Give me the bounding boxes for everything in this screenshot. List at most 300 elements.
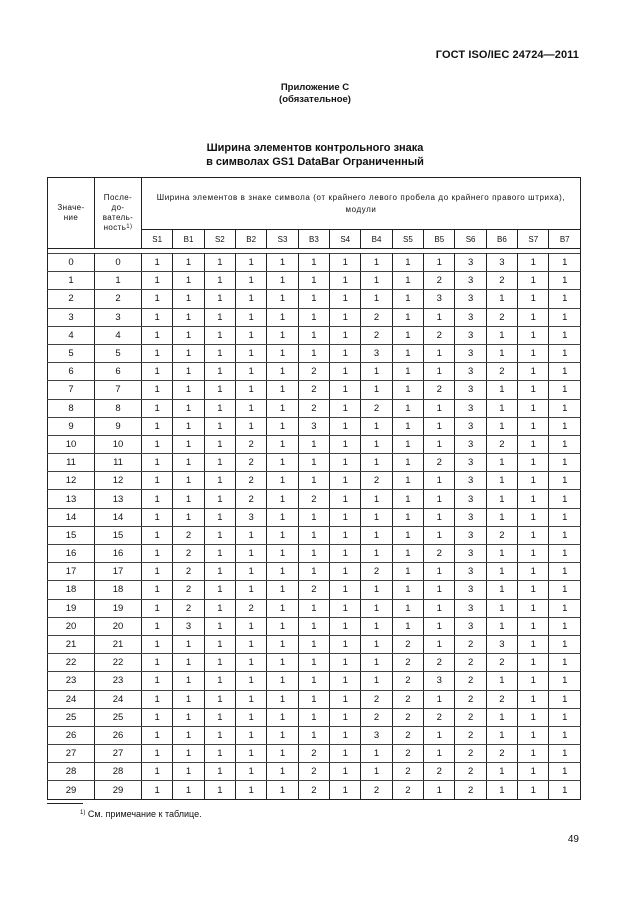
cell-width: 1 bbox=[142, 326, 173, 344]
cell-sequence: 9 bbox=[95, 417, 142, 435]
table-title-line1: Ширина элементов контрольного знака bbox=[206, 142, 424, 154]
cell-width: 1 bbox=[486, 763, 517, 781]
cell-width: 1 bbox=[204, 472, 235, 490]
cell-value: 19 bbox=[48, 599, 95, 617]
cell-width: 1 bbox=[267, 672, 298, 690]
cell-width: 1 bbox=[392, 617, 423, 635]
cell-width: 2 bbox=[298, 763, 329, 781]
page-number: 49 bbox=[567, 834, 579, 845]
cell-width: 3 bbox=[455, 581, 486, 599]
cell-width: 2 bbox=[455, 690, 486, 708]
cell-width: 1 bbox=[549, 526, 581, 544]
cell-width: 1 bbox=[518, 690, 549, 708]
cell-sequence: 1 bbox=[95, 272, 142, 290]
cell-width: 1 bbox=[392, 272, 423, 290]
cell-width: 1 bbox=[173, 472, 204, 490]
cell-width: 1 bbox=[173, 672, 204, 690]
cell-width: 1 bbox=[204, 763, 235, 781]
cell-width: 2 bbox=[298, 381, 329, 399]
cell-width: 2 bbox=[455, 726, 486, 744]
cell-width: 3 bbox=[455, 381, 486, 399]
cell-width: 1 bbox=[518, 672, 549, 690]
table-row bbox=[48, 635, 581, 653]
cell-width: 2 bbox=[236, 599, 267, 617]
table-row bbox=[48, 308, 581, 326]
cell-width: 1 bbox=[518, 454, 549, 472]
cell-sequence: 5 bbox=[95, 344, 142, 362]
table-row bbox=[48, 726, 581, 744]
cell-width: 2 bbox=[424, 326, 455, 344]
annex-title: Приложение С bbox=[280, 82, 350, 93]
header-value: Значе- ние bbox=[48, 178, 95, 249]
cell-width: 2 bbox=[392, 635, 423, 653]
cell-width: 1 bbox=[361, 254, 392, 272]
cell-width: 3 bbox=[455, 617, 486, 635]
cell-width: 1 bbox=[330, 563, 361, 581]
cell-width: 1 bbox=[204, 708, 235, 726]
cell-value: 24 bbox=[48, 690, 95, 708]
cell-width: 1 bbox=[204, 344, 235, 362]
cell-width: 1 bbox=[142, 472, 173, 490]
cell-width: 1 bbox=[549, 708, 581, 726]
cell-width: 1 bbox=[518, 344, 549, 362]
cell-width: 1 bbox=[267, 617, 298, 635]
cell-width: 1 bbox=[204, 745, 235, 763]
cell-width: 1 bbox=[204, 545, 235, 563]
footnote-marker: 1) bbox=[80, 810, 86, 816]
cell-width: 1 bbox=[330, 472, 361, 490]
table-row bbox=[48, 545, 581, 563]
cell-width: 1 bbox=[330, 381, 361, 399]
cell-width: 1 bbox=[518, 435, 549, 453]
cell-width: 1 bbox=[298, 272, 329, 290]
cell-width: 1 bbox=[392, 417, 423, 435]
cell-width: 2 bbox=[298, 490, 329, 508]
cell-width: 1 bbox=[361, 272, 392, 290]
cell-width: 1 bbox=[549, 490, 581, 508]
cell-width: 1 bbox=[173, 745, 204, 763]
cell-width: 1 bbox=[518, 254, 549, 272]
cell-width: 1 bbox=[518, 599, 549, 617]
cell-sequence: 19 bbox=[95, 599, 142, 617]
table-row bbox=[48, 781, 581, 799]
cell-width: 2 bbox=[361, 308, 392, 326]
cell-width: 2 bbox=[361, 326, 392, 344]
table-row bbox=[48, 581, 581, 599]
cell-width: 1 bbox=[486, 417, 517, 435]
cell-width: 1 bbox=[361, 745, 392, 763]
cell-width: 1 bbox=[267, 363, 298, 381]
table-row bbox=[48, 508, 581, 526]
cell-width: 1 bbox=[204, 381, 235, 399]
cell-width: 1 bbox=[173, 508, 204, 526]
cell-width: 1 bbox=[236, 254, 267, 272]
cell-width: 1 bbox=[361, 490, 392, 508]
cell-width: 1 bbox=[486, 545, 517, 563]
cell-width: 1 bbox=[486, 399, 517, 417]
header-module-b7: B7 bbox=[549, 230, 581, 249]
cell-width: 1 bbox=[518, 745, 549, 763]
cell-value: 7 bbox=[48, 381, 95, 399]
cell-width: 1 bbox=[549, 381, 581, 399]
cell-width: 1 bbox=[392, 454, 423, 472]
cell-width: 1 bbox=[142, 308, 173, 326]
cell-width: 1 bbox=[173, 344, 204, 362]
cell-width: 1 bbox=[518, 763, 549, 781]
cell-width: 1 bbox=[236, 563, 267, 581]
cell-width: 1 bbox=[424, 599, 455, 617]
cell-width: 1 bbox=[236, 672, 267, 690]
table-row bbox=[48, 417, 581, 435]
table-row bbox=[48, 708, 581, 726]
cell-width: 1 bbox=[204, 672, 235, 690]
cell-width: 1 bbox=[424, 726, 455, 744]
cell-width: 1 bbox=[204, 326, 235, 344]
cell-width: 1 bbox=[424, 344, 455, 362]
cell-width: 1 bbox=[330, 454, 361, 472]
cell-width: 1 bbox=[267, 508, 298, 526]
table-row bbox=[48, 254, 581, 272]
cell-value: 21 bbox=[48, 635, 95, 653]
cell-width: 1 bbox=[204, 654, 235, 672]
cell-width: 1 bbox=[204, 254, 235, 272]
cell-width: 1 bbox=[549, 435, 581, 453]
cell-width: 1 bbox=[330, 599, 361, 617]
cell-width: 1 bbox=[204, 454, 235, 472]
cell-sequence: 0 bbox=[95, 254, 142, 272]
cell-sequence: 14 bbox=[95, 508, 142, 526]
cell-width: 1 bbox=[549, 781, 581, 799]
cell-width: 3 bbox=[298, 417, 329, 435]
cell-width: 1 bbox=[267, 326, 298, 344]
cell-width: 1 bbox=[392, 563, 423, 581]
cell-value: 6 bbox=[48, 363, 95, 381]
cell-width: 1 bbox=[204, 363, 235, 381]
cell-width: 1 bbox=[298, 635, 329, 653]
cell-width: 1 bbox=[142, 526, 173, 544]
table-row bbox=[48, 672, 581, 690]
cell-width: 1 bbox=[424, 781, 455, 799]
cell-width: 2 bbox=[486, 363, 517, 381]
cell-width: 1 bbox=[267, 272, 298, 290]
cell-width: 1 bbox=[518, 272, 549, 290]
cell-width: 1 bbox=[549, 763, 581, 781]
cell-width: 1 bbox=[173, 726, 204, 744]
cell-width: 2 bbox=[455, 708, 486, 726]
cell-width: 1 bbox=[518, 508, 549, 526]
module-width-table bbox=[47, 177, 581, 800]
header-module-b1: B1 bbox=[173, 230, 204, 249]
cell-width: 1 bbox=[518, 635, 549, 653]
cell-width: 1 bbox=[173, 290, 204, 308]
cell-width: 1 bbox=[486, 472, 517, 490]
cell-width: 2 bbox=[486, 745, 517, 763]
cell-width: 1 bbox=[267, 745, 298, 763]
cell-width: 1 bbox=[486, 726, 517, 744]
cell-width: 1 bbox=[236, 308, 267, 326]
cell-width: 1 bbox=[142, 708, 173, 726]
cell-value: 25 bbox=[48, 708, 95, 726]
cell-width: 1 bbox=[236, 726, 267, 744]
cell-width: 1 bbox=[518, 417, 549, 435]
cell-width: 1 bbox=[236, 290, 267, 308]
cell-width: 1 bbox=[236, 363, 267, 381]
header-module-s6: S6 bbox=[455, 230, 486, 249]
cell-width: 1 bbox=[330, 417, 361, 435]
cell-width: 1 bbox=[518, 399, 549, 417]
cell-width: 1 bbox=[267, 454, 298, 472]
cell-value: 9 bbox=[48, 417, 95, 435]
cell-value: 17 bbox=[48, 563, 95, 581]
cell-value: 10 bbox=[48, 435, 95, 453]
cell-width: 1 bbox=[236, 272, 267, 290]
cell-width: 3 bbox=[455, 599, 486, 617]
cell-width: 2 bbox=[298, 745, 329, 763]
table-row bbox=[48, 617, 581, 635]
cell-width: 1 bbox=[173, 363, 204, 381]
cell-width: 1 bbox=[549, 344, 581, 362]
cell-value: 20 bbox=[48, 617, 95, 635]
cell-width: 1 bbox=[236, 417, 267, 435]
cell-width: 1 bbox=[424, 435, 455, 453]
cell-width: 2 bbox=[236, 490, 267, 508]
cell-sequence: 10 bbox=[95, 435, 142, 453]
cell-width: 1 bbox=[204, 417, 235, 435]
cell-width: 1 bbox=[330, 672, 361, 690]
cell-width: 1 bbox=[330, 490, 361, 508]
cell-width: 1 bbox=[173, 654, 204, 672]
cell-width: 1 bbox=[267, 308, 298, 326]
cell-width: 1 bbox=[267, 545, 298, 563]
cell-width: 2 bbox=[424, 272, 455, 290]
cell-width: 1 bbox=[236, 526, 267, 544]
cell-width: 1 bbox=[330, 635, 361, 653]
cell-width: 2 bbox=[392, 654, 423, 672]
table-row bbox=[48, 290, 581, 308]
cell-width: 2 bbox=[173, 599, 204, 617]
header-module-s5: S5 bbox=[392, 230, 423, 249]
cell-width: 1 bbox=[173, 635, 204, 653]
header-module-s3: S3 bbox=[267, 230, 298, 249]
cell-width: 1 bbox=[330, 781, 361, 799]
cell-width: 1 bbox=[204, 526, 235, 544]
cell-width: 2 bbox=[486, 435, 517, 453]
cell-width: 1 bbox=[361, 599, 392, 617]
cell-sequence: 12 bbox=[95, 472, 142, 490]
table-row bbox=[48, 435, 581, 453]
cell-width: 1 bbox=[486, 381, 517, 399]
cell-width: 1 bbox=[142, 381, 173, 399]
cell-width: 1 bbox=[330, 745, 361, 763]
cell-width: 1 bbox=[267, 726, 298, 744]
cell-width: 1 bbox=[392, 435, 423, 453]
cell-width: 1 bbox=[267, 635, 298, 653]
cell-width: 2 bbox=[236, 472, 267, 490]
cell-width: 1 bbox=[518, 563, 549, 581]
cell-width: 3 bbox=[455, 272, 486, 290]
cell-width: 2 bbox=[486, 308, 517, 326]
cell-width: 1 bbox=[549, 508, 581, 526]
cell-width: 1 bbox=[361, 672, 392, 690]
cell-width: 2 bbox=[424, 381, 455, 399]
cell-width: 1 bbox=[330, 763, 361, 781]
cell-width: 2 bbox=[486, 526, 517, 544]
cell-width: 1 bbox=[330, 690, 361, 708]
cell-width: 2 bbox=[424, 708, 455, 726]
cell-width: 2 bbox=[486, 654, 517, 672]
cell-sequence: 18 bbox=[95, 581, 142, 599]
cell-width: 1 bbox=[361, 617, 392, 635]
cell-sequence: 17 bbox=[95, 563, 142, 581]
cell-width: 1 bbox=[361, 454, 392, 472]
cell-value: 2 bbox=[48, 290, 95, 308]
cell-width: 1 bbox=[549, 599, 581, 617]
cell-width: 3 bbox=[455, 399, 486, 417]
cell-width: 1 bbox=[204, 508, 235, 526]
cell-width: 1 bbox=[392, 508, 423, 526]
cell-width: 1 bbox=[486, 454, 517, 472]
cell-width: 1 bbox=[486, 672, 517, 690]
cell-width: 1 bbox=[549, 690, 581, 708]
table-row bbox=[48, 763, 581, 781]
cell-width: 1 bbox=[298, 344, 329, 362]
cell-sequence: 26 bbox=[95, 726, 142, 744]
cell-width: 1 bbox=[330, 290, 361, 308]
cell-width: 1 bbox=[298, 454, 329, 472]
cell-width: 3 bbox=[455, 490, 486, 508]
cell-width: 2 bbox=[361, 472, 392, 490]
cell-width: 1 bbox=[549, 672, 581, 690]
cell-width: 2 bbox=[236, 435, 267, 453]
cell-sequence: 11 bbox=[95, 454, 142, 472]
cell-width: 1 bbox=[392, 290, 423, 308]
cell-width: 1 bbox=[392, 526, 423, 544]
cell-width: 1 bbox=[236, 545, 267, 563]
cell-width: 1 bbox=[424, 635, 455, 653]
cell-width: 1 bbox=[267, 599, 298, 617]
cell-width: 2 bbox=[424, 454, 455, 472]
cell-width: 1 bbox=[361, 508, 392, 526]
cell-width: 1 bbox=[236, 635, 267, 653]
cell-width: 1 bbox=[142, 417, 173, 435]
cell-sequence: 4 bbox=[95, 326, 142, 344]
cell-width: 2 bbox=[392, 690, 423, 708]
cell-width: 3 bbox=[486, 635, 517, 653]
cell-width: 2 bbox=[236, 454, 267, 472]
cell-width: 1 bbox=[330, 344, 361, 362]
footnote-ref: 1) bbox=[126, 224, 133, 230]
cell-width: 1 bbox=[424, 745, 455, 763]
cell-width: 1 bbox=[236, 708, 267, 726]
cell-value: 8 bbox=[48, 399, 95, 417]
cell-width: 1 bbox=[204, 272, 235, 290]
cell-sequence: 21 bbox=[95, 635, 142, 653]
cell-width: 1 bbox=[142, 581, 173, 599]
cell-width: 3 bbox=[361, 344, 392, 362]
cell-width: 1 bbox=[424, 563, 455, 581]
cell-width: 1 bbox=[142, 254, 173, 272]
cell-width: 1 bbox=[424, 399, 455, 417]
document-header: ГОСТ ISO/IEC 24724—2011 bbox=[435, 49, 579, 61]
cell-width: 1 bbox=[267, 472, 298, 490]
cell-width: 1 bbox=[267, 690, 298, 708]
cell-width: 3 bbox=[455, 508, 486, 526]
cell-width: 1 bbox=[298, 599, 329, 617]
cell-value: 22 bbox=[48, 654, 95, 672]
cell-width: 1 bbox=[361, 363, 392, 381]
header-module-s1: S1 bbox=[142, 230, 173, 249]
cell-width: 1 bbox=[518, 308, 549, 326]
cell-width: 1 bbox=[549, 635, 581, 653]
cell-sequence: 2 bbox=[95, 290, 142, 308]
cell-width: 1 bbox=[392, 344, 423, 362]
cell-width: 1 bbox=[330, 581, 361, 599]
cell-width: 1 bbox=[173, 272, 204, 290]
cell-width: 2 bbox=[424, 545, 455, 563]
cell-width: 1 bbox=[142, 290, 173, 308]
cell-width: 1 bbox=[330, 654, 361, 672]
cell-value: 11 bbox=[48, 454, 95, 472]
header-sequence: После- до- ватель- ность$^{1)}$ bbox=[95, 178, 142, 249]
cell-width: 1 bbox=[392, 490, 423, 508]
cell-value: 0 bbox=[48, 254, 95, 272]
cell-width: 1 bbox=[236, 781, 267, 799]
cell-width: 1 bbox=[173, 454, 204, 472]
cell-width: 1 bbox=[392, 545, 423, 563]
cell-width: 1 bbox=[236, 399, 267, 417]
cell-width: 1 bbox=[298, 672, 329, 690]
cell-width: 1 bbox=[142, 563, 173, 581]
cell-width: 1 bbox=[204, 781, 235, 799]
cell-width: 1 bbox=[361, 417, 392, 435]
cell-width: 1 bbox=[486, 581, 517, 599]
cell-width: 1 bbox=[486, 326, 517, 344]
cell-width: 1 bbox=[518, 617, 549, 635]
cell-width: 1 bbox=[267, 763, 298, 781]
header-module-s4: S4 bbox=[330, 230, 361, 249]
cell-width: 1 bbox=[173, 417, 204, 435]
table-row bbox=[48, 272, 581, 290]
cell-width: 1 bbox=[204, 435, 235, 453]
header-module-widths: Ширина элементов в знаке символа (от крайнего левого пробела до крайнего правого штриха), модули bbox=[142, 178, 581, 230]
cell-width: 3 bbox=[455, 363, 486, 381]
header-module-b3: B3 bbox=[298, 230, 329, 249]
cell-sequence: 16 bbox=[95, 545, 142, 563]
cell-sequence: 25 bbox=[95, 708, 142, 726]
cell-width: 1 bbox=[142, 763, 173, 781]
cell-width: 1 bbox=[424, 417, 455, 435]
cell-width: 1 bbox=[298, 326, 329, 344]
cell-value: 4 bbox=[48, 326, 95, 344]
cell-width: 1 bbox=[424, 254, 455, 272]
cell-width: 1 bbox=[361, 635, 392, 653]
cell-width: 1 bbox=[549, 472, 581, 490]
cell-value: 23 bbox=[48, 672, 95, 690]
cell-width: 1 bbox=[267, 708, 298, 726]
cell-value: 26 bbox=[48, 726, 95, 744]
cell-width: 1 bbox=[330, 545, 361, 563]
cell-width: 3 bbox=[455, 326, 486, 344]
cell-width: 1 bbox=[142, 672, 173, 690]
cell-sequence: 8 bbox=[95, 399, 142, 417]
cell-width: 3 bbox=[173, 617, 204, 635]
cell-width: 1 bbox=[204, 635, 235, 653]
cell-width: 1 bbox=[361, 435, 392, 453]
cell-width: 1 bbox=[267, 490, 298, 508]
footnote bbox=[80, 809, 202, 819]
cell-width: 1 bbox=[424, 472, 455, 490]
cell-width: 1 bbox=[236, 763, 267, 781]
